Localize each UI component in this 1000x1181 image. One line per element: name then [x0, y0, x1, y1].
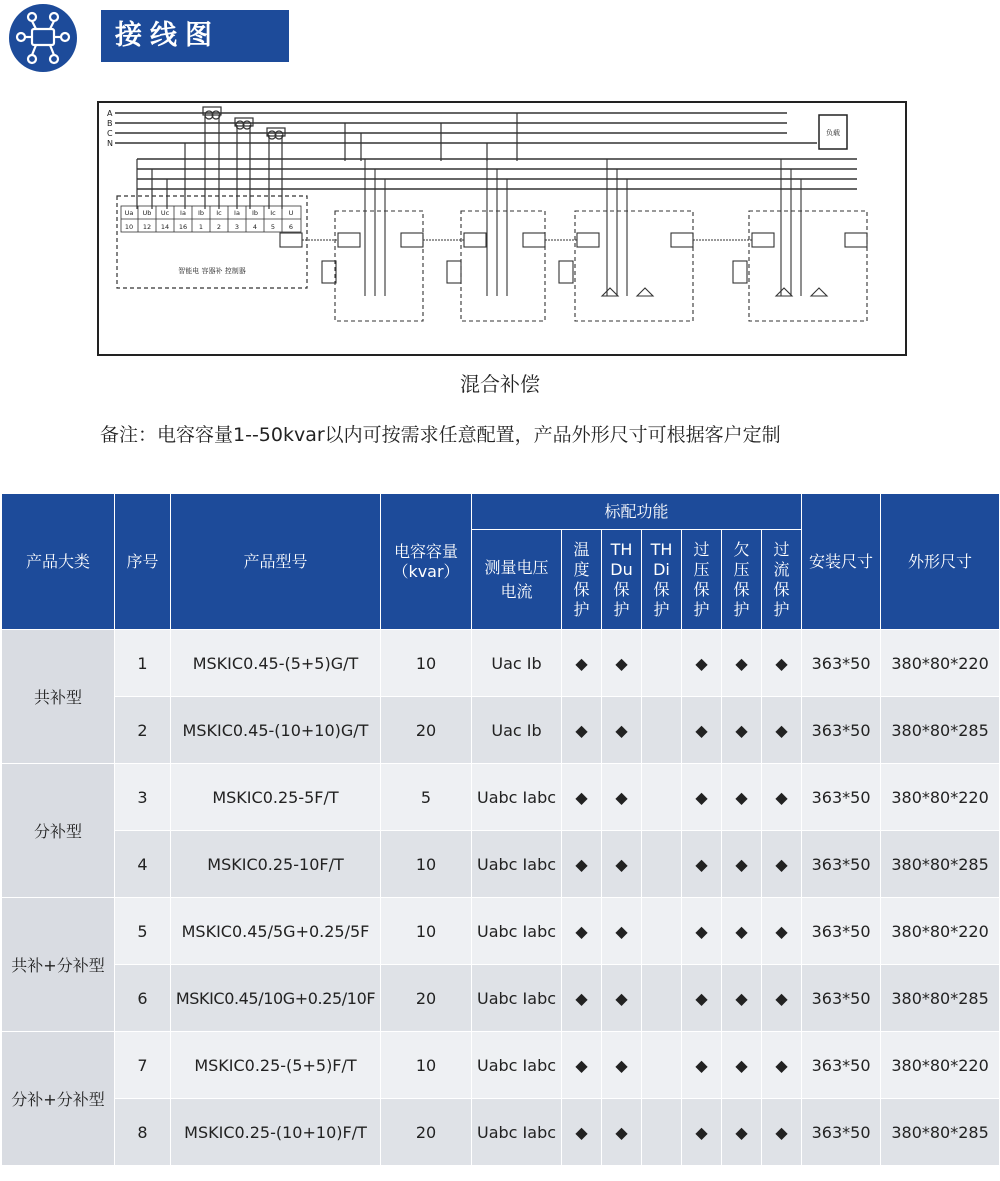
row-thdi [642, 831, 682, 898]
row-model: MSKIC0.25-5F/T [171, 764, 381, 831]
terminal-6: Ic [216, 209, 222, 217]
row-measure: Uabc Iabc [472, 831, 562, 898]
header-overvolt [682, 530, 722, 630]
row-install: 363*50 [802, 630, 881, 697]
row-overcurrent: ◆ [762, 965, 802, 1032]
row-outline: 380*80*220 [881, 764, 1000, 831]
header-temp [562, 530, 602, 630]
row-temp: ◆ [562, 1099, 602, 1166]
terminal-b4: 16 [178, 223, 188, 231]
category-cell: 共补+分补型 [2, 898, 115, 1032]
row-overcurrent: ◆ [762, 898, 802, 965]
row-model: MSKIC0.45/10G+0.25/10F [171, 965, 381, 1032]
row-measure: Uabc Iabc [472, 965, 562, 1032]
row-thdi [642, 898, 682, 965]
row-outline: 380*80*285 [881, 697, 1000, 764]
note-text: 备注：电容容量1--50kvar以内可按需求任意配置，产品外形尺寸可根据客户定制 [100, 424, 781, 446]
row-measure: Uac Ib [472, 630, 562, 697]
row-install: 363*50 [802, 965, 881, 1032]
terminal-b1: 10 [124, 223, 134, 231]
section-title: 接线图 [101, 10, 289, 62]
row-thdu: ◆ [602, 764, 642, 831]
terminal-10: U [288, 209, 294, 217]
wiring-logo-icon [8, 3, 78, 73]
row-model: MSKIC0.25-(10+10)F/T [171, 1099, 381, 1166]
row-install: 363*50 [802, 898, 881, 965]
row-outline: 380*80*285 [881, 831, 1000, 898]
row-thdu: ◆ [602, 965, 642, 1032]
terminal-b6: 2 [216, 223, 222, 231]
row-temp: ◆ [562, 764, 602, 831]
table-row [2, 697, 1000, 764]
controller-label: 智能电 容器补 控制器 [178, 267, 246, 275]
row-no: 2 [115, 697, 171, 764]
header-measure [472, 530, 562, 630]
row-temp: ◆ [562, 630, 602, 697]
category-cell: 共补型 [2, 630, 115, 764]
terminal-1: Ua [124, 209, 134, 217]
terminal-8: Ib [251, 209, 259, 217]
header-temp-text: 温度保护 [573, 539, 590, 619]
table-row [2, 831, 1000, 898]
header-thdu-text: THDu保护 [610, 539, 633, 619]
row-overvolt: ◆ [682, 697, 722, 764]
diagram-caption: 混合补偿 [460, 372, 540, 396]
terminal-3: Uc [160, 209, 170, 217]
row-thdi [642, 630, 682, 697]
row-model: MSKIC0.25-10F/T [171, 831, 381, 898]
row-thdu: ◆ [602, 831, 642, 898]
phase-b-label: B [107, 119, 113, 128]
row-undervolt: ◆ [722, 630, 762, 697]
row-undervolt: ◆ [722, 697, 762, 764]
row-overvolt: ◆ [682, 630, 722, 697]
header-functions: 标配功能 [472, 494, 802, 530]
row-undervolt: ◆ [722, 831, 762, 898]
table-row [2, 1099, 1000, 1166]
row-capacity: 10 [381, 898, 472, 965]
row-install: 363*50 [802, 1099, 881, 1166]
row-install: 363*50 [802, 1032, 881, 1099]
row-thdu: ◆ [602, 898, 642, 965]
row-measure: Uac Ib [472, 697, 562, 764]
category-cell: 分补型 [2, 764, 115, 898]
row-overvolt: ◆ [682, 1032, 722, 1099]
row-no: 3 [115, 764, 171, 831]
header-undervolt [722, 530, 762, 630]
row-overcurrent: ◆ [762, 764, 802, 831]
terminal-b3: 14 [160, 223, 170, 231]
row-capacity: 10 [381, 831, 472, 898]
terminal-4: Ia [180, 209, 186, 217]
row-model: MSKIC0.45-(10+10)G/T [171, 697, 381, 764]
row-thdu: ◆ [602, 1032, 642, 1099]
row-overcurrent: ◆ [762, 630, 802, 697]
row-no: 7 [115, 1032, 171, 1099]
row-no: 1 [115, 630, 171, 697]
row-overvolt: ◆ [682, 1099, 722, 1166]
wiring-diagram [97, 101, 907, 356]
row-undervolt: ◆ [722, 965, 762, 1032]
row-capacity: 20 [381, 697, 472, 764]
phase-n-label: N [107, 139, 113, 148]
row-temp: ◆ [562, 831, 602, 898]
header-capacity-label: 电容容量 [393, 541, 458, 561]
terminal-7: Ia [234, 209, 240, 217]
row-undervolt: ◆ [722, 1099, 762, 1166]
product-spec-table [1, 493, 1000, 1166]
row-thdi [642, 1099, 682, 1166]
row-temp: ◆ [562, 1032, 602, 1099]
load-label: 负载 [826, 129, 840, 137]
row-undervolt: ◆ [722, 1032, 762, 1099]
header-thdu [602, 530, 642, 630]
row-measure: Uabc Iabc [472, 1032, 562, 1099]
row-outline: 380*80*285 [881, 965, 1000, 1032]
row-install: 363*50 [802, 764, 881, 831]
row-no: 8 [115, 1099, 171, 1166]
row-overcurrent: ◆ [762, 831, 802, 898]
category-cell: 分补+分补型 [2, 1032, 115, 1166]
table-row [2, 965, 1000, 1032]
header-overcurrent [762, 530, 802, 630]
row-overvolt: ◆ [682, 898, 722, 965]
row-overcurrent: ◆ [762, 1099, 802, 1166]
terminal-b10: 6 [288, 223, 294, 231]
row-capacity: 5 [381, 764, 472, 831]
header-capacity-unit: （kvar） [392, 561, 460, 581]
row-outline: 380*80*220 [881, 898, 1000, 965]
row-outline: 380*80*220 [881, 1032, 1000, 1099]
row-measure: Uabc Iabc [472, 1099, 562, 1166]
header-index: 序号 [115, 494, 171, 630]
row-overvolt: ◆ [682, 831, 722, 898]
row-outline: 380*80*285 [881, 1099, 1000, 1166]
terminal-b7: 3 [234, 223, 240, 231]
header-undervolt-text: 欠压保护 [733, 539, 750, 619]
row-thdi [642, 764, 682, 831]
row-undervolt: ◆ [722, 764, 762, 831]
row-outline: 380*80*220 [881, 630, 1000, 697]
table-row [2, 764, 1000, 831]
row-thdu: ◆ [602, 1099, 642, 1166]
row-model: MSKIC0.25-(5+5)F/T [171, 1032, 381, 1099]
phase-a-label: A [107, 109, 113, 118]
row-temp: ◆ [562, 898, 602, 965]
row-no: 5 [115, 898, 171, 965]
header-overvolt-text: 过压保护 [693, 539, 710, 619]
row-measure: Uabc Iabc [472, 898, 562, 965]
terminal-9: Ic [270, 209, 276, 217]
row-thdu: ◆ [602, 697, 642, 764]
row-thdi [642, 1032, 682, 1099]
row-capacity: 10 [381, 630, 472, 697]
row-capacity: 20 [381, 1099, 472, 1166]
row-model: MSKIC0.45-(5+5)G/T [171, 630, 381, 697]
row-no: 6 [115, 965, 171, 1032]
row-overcurrent: ◆ [762, 1032, 802, 1099]
row-model: MSKIC0.45/5G+0.25/5F [171, 898, 381, 965]
row-overvolt: ◆ [682, 764, 722, 831]
row-measure: Uabc Iabc [472, 764, 562, 831]
row-overvolt: ◆ [682, 965, 722, 1032]
row-temp: ◆ [562, 697, 602, 764]
header-outline: 外形尺寸 [881, 494, 1000, 630]
header-thdi-text: THDi保护 [650, 539, 673, 619]
row-thdi [642, 965, 682, 1032]
row-thdu: ◆ [602, 630, 642, 697]
row-undervolt: ◆ [722, 898, 762, 965]
row-capacity: 20 [381, 965, 472, 1032]
row-temp: ◆ [562, 965, 602, 1032]
terminal-b5: 1 [198, 223, 204, 231]
header-thdi [642, 530, 682, 630]
header-model: 产品型号 [171, 494, 381, 630]
terminal-5: Ib [197, 209, 205, 217]
row-capacity: 10 [381, 1032, 472, 1099]
row-install: 363*50 [802, 697, 881, 764]
terminal-2: Ub [142, 209, 152, 217]
header-measure-text: 测量电压电流 [484, 557, 549, 601]
terminal-b9: 5 [270, 223, 276, 231]
row-thdi [642, 697, 682, 764]
header-category: 产品大类 [2, 494, 115, 630]
header-overcurrent-text: 过流保护 [773, 539, 790, 619]
table-row [2, 630, 1000, 697]
table-body [2, 630, 1000, 1166]
table-row [2, 898, 1000, 965]
header-capacity [381, 494, 472, 630]
table-row [2, 1032, 1000, 1099]
row-overcurrent: ◆ [762, 697, 802, 764]
terminal-b8: 4 [252, 223, 258, 231]
row-no: 4 [115, 831, 171, 898]
terminal-b2: 12 [142, 223, 152, 231]
phase-c-label: C [107, 129, 113, 138]
row-install: 363*50 [802, 831, 881, 898]
header-install: 安装尺寸 [802, 494, 881, 630]
